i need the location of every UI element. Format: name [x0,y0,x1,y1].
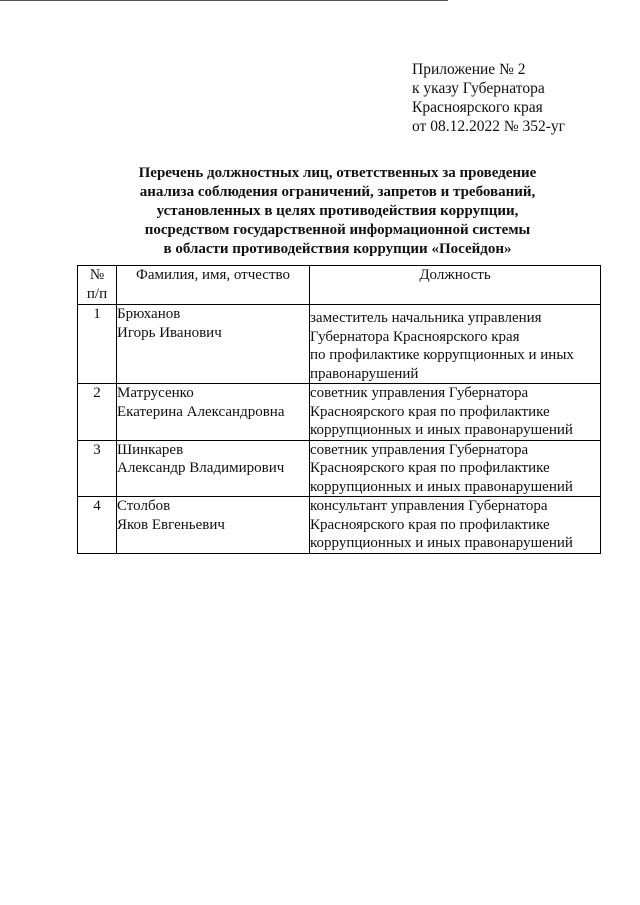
row-full-name [117,305,310,384]
row-position [310,384,601,441]
row-number: 3 [78,440,117,497]
title-line: Перечень должностных лиц, ответственных за проведение [138,165,537,181]
position-line: консультант управления Губернатора [310,498,548,514]
row-position [310,440,601,497]
header-number-line2: п/п [86,285,108,302]
given-names: Екатерина Александровна [117,403,285,420]
header-position: Должность [310,266,601,305]
title-line: установленных в целях противодействия коррупции, [156,203,519,219]
surname: Матрусенко [117,385,194,401]
position-line: Красноярского края по профилактике [310,403,550,420]
surname: Столбов [117,498,171,514]
given-names: Игорь Иванович [117,324,222,341]
row-full-name [117,497,310,554]
row-number: 2 [78,384,117,441]
title-line: посредством государственной информационной системы [144,222,531,238]
row-number: 4 [78,497,117,554]
title-line: в области противодействия коррупции «Посейдон» [163,241,512,257]
appendix-line: Приложение № 2 [412,61,526,78]
position-line: Красноярского края по профилактике [310,516,550,533]
title-line: анализа соблюдения ограничений, запретов и требований, [139,184,536,200]
officials-table [77,265,601,554]
position-line: Губернатора Красноярского края [310,328,520,345]
appendix-line: Красноярского края [412,99,543,116]
surname: Шинкарев [117,441,184,458]
top-border-line [0,0,448,1]
position-line: заместитель начальника управления [310,310,542,326]
document-title [100,164,575,259]
position-line: советник управления Губернатора [310,441,529,458]
position-line: правонарушений [310,365,419,382]
given-names: Александр Владимирович [117,460,285,476]
position-line: советник управления Губернатора [310,385,529,401]
row-full-name [117,384,310,441]
row-full-name [117,440,310,497]
header-number [78,266,117,305]
row-position [310,497,601,554]
position-line: коррупционных и иных правонарушений [310,422,573,438]
table-row [78,384,601,441]
table-row [78,305,601,384]
given-names: Яков Евгеньевич [117,516,225,533]
surname: Брюханов [117,306,181,322]
table-header-row [78,266,601,305]
row-number: 1 [78,305,117,384]
position-line: по профилактике коррупционных и иных [310,347,574,363]
header-name: Фамилия, имя, отчество [117,266,310,305]
position-line: коррупционных и иных правонарушений [310,478,573,495]
position-line: Красноярского края по профилактике [310,460,550,476]
appendix-line: к указу Губернатора [412,80,545,97]
table-row [78,497,601,554]
table-row [78,440,601,497]
header-number-line1: № [89,267,105,283]
appendix-header [412,60,565,136]
appendix-line: от 08.12.2022 № 352-уг [412,118,566,135]
position-line: коррупционных и иных правонарушений [310,535,573,551]
row-position [310,305,601,384]
